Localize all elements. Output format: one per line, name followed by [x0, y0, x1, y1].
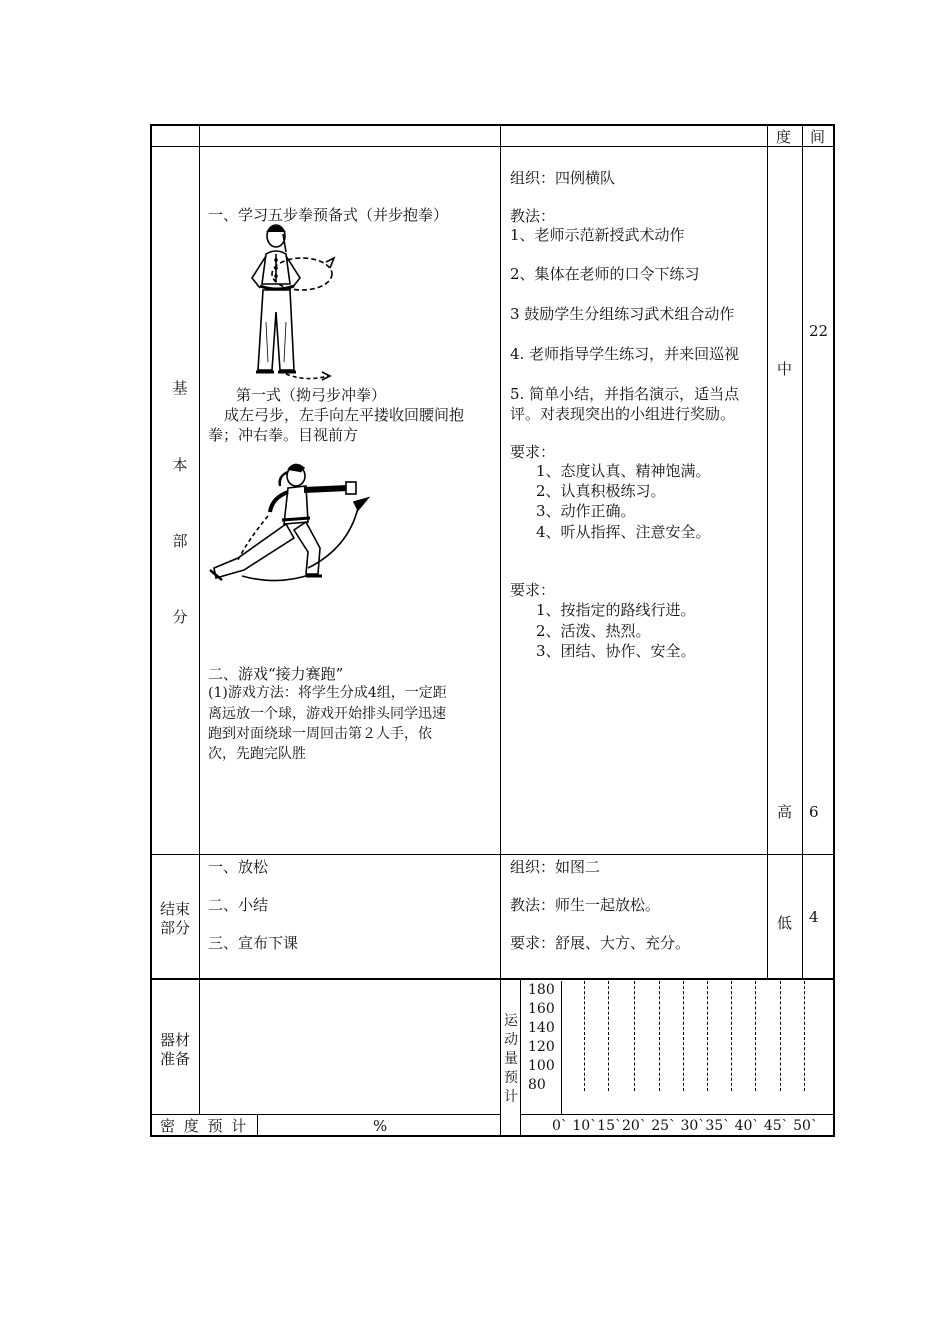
chart-grid-line: [561, 981, 562, 1114]
figure1-desc: 拳；冲右拳。目视前方: [208, 426, 359, 444]
ending-item: 三、宣布下课: [208, 934, 299, 952]
col-divider-intensity: [802, 124, 803, 979]
basic-label-char: 基: [172, 379, 188, 397]
y-tick-label: 80: [528, 1077, 546, 1093]
basic-row-divider: [150, 854, 835, 855]
requirement-item: 1、态度认真、精神饱满。: [536, 462, 711, 480]
item2-line: (1)游戏方法：将学生分成4组，一定距: [208, 685, 447, 701]
y-tick-label: 120: [528, 1039, 555, 1055]
y-tick-label: 140: [528, 1020, 555, 1036]
item2-line: 跑到对面绕球一周回击第２人手，依: [208, 726, 432, 742]
density-divider: [257, 1114, 258, 1136]
teaching-step: 4. 老师指导学生练习，并来回巡视: [510, 345, 740, 363]
y-tick-label: 100: [528, 1058, 555, 1074]
requirement-item: 2、认真积极练习。: [536, 482, 666, 500]
chart-grid-line: [659, 981, 660, 1091]
col-divider-label: [199, 124, 200, 1114]
time-value: 6: [809, 803, 819, 821]
basic-label-char: 部: [172, 532, 188, 550]
ending-label: 结束: [160, 900, 191, 918]
ending-teaching: 教法：师生一起放松。: [510, 896, 661, 914]
chart-grid-line: [683, 981, 684, 1091]
chart-label-char: 运: [504, 1013, 518, 1029]
chart-label-char: 动: [504, 1032, 518, 1048]
chart-grid-line: [755, 981, 756, 1091]
ending-label: 部分: [160, 919, 191, 937]
item2-line: 次，先跑完队胜: [208, 746, 306, 762]
ending-time: 4: [809, 908, 819, 926]
figure1-desc: 成左弓步，左手向左平搂收回腰间抱: [224, 406, 465, 424]
teaching-step: 2、集体在老师的口令下练习: [510, 265, 700, 283]
requirement-label: 要求：: [510, 443, 556, 461]
chart-label-char: 预: [504, 1070, 518, 1086]
requirement-item: 3、动作正确。: [536, 502, 636, 520]
chart-grid-line: [584, 981, 585, 1091]
intensity-value: 高: [777, 803, 793, 821]
chart-label-char: 计: [504, 1089, 518, 1105]
header-time: 间: [810, 128, 826, 146]
x-tick-labels: 0` 10`15`20` 25` 30`35` 40` 45` 50`: [552, 1118, 818, 1134]
table-border-left: [150, 124, 152, 1137]
figure1-caption: 第一式（拗弓步冲拳）: [236, 386, 387, 404]
chart-grid-line: [634, 981, 635, 1091]
requirement-item: 1、按指定的路线行进。: [536, 601, 696, 619]
density-label: 密 度 预 计: [160, 1117, 249, 1135]
teaching-step: 评。对表现突出的小组进行奖励。: [510, 405, 736, 423]
requirement-item: 4、听从指挥、注意安全。: [536, 523, 711, 541]
requirement-item: 2、活泼、热烈。: [536, 622, 651, 640]
ending-item: 一、放松: [208, 858, 269, 876]
density-row-divider: [150, 1114, 500, 1115]
table-border-top: [150, 124, 835, 126]
teaching-step: 3 鼓励学生分组练习武术组合动作: [510, 305, 735, 323]
teaching-step: 1、老师示范新授武术动作: [510, 226, 685, 244]
chart-label-char: 量: [504, 1051, 518, 1067]
teaching-step: 5. 简单小结，并指名演示，适当点: [510, 385, 740, 403]
equipment-label: 器材: [160, 1031, 191, 1049]
ending-item: 二、小结: [208, 896, 269, 914]
teaching-label: 教法：: [510, 207, 556, 225]
header-intensity: 度: [776, 128, 792, 146]
time-value: 22: [809, 322, 829, 340]
chart-grid-line: [731, 981, 732, 1091]
y-tick-label: 180: [528, 982, 555, 998]
col-divider-method: [767, 124, 768, 979]
item2-title: 二、游戏“接力赛跑”: [208, 665, 344, 683]
item2-line: 离远放一个球，游戏开始排头同学迅速: [208, 706, 446, 722]
chart-grid-line: [707, 981, 708, 1091]
ending-organization: 组织：如图二: [510, 858, 601, 876]
y-tick-label: 160: [528, 1001, 555, 1017]
ending-intensity: 低: [777, 914, 793, 932]
density-unit: %: [373, 1117, 388, 1135]
chart-grid-line: [804, 981, 805, 1091]
chart-grid-line: [608, 981, 609, 1091]
ready-stance-figure: [236, 222, 340, 386]
intensity-value: 中: [777, 360, 793, 378]
organization-text: 组织：四例横队: [510, 169, 616, 187]
table-border-right: [833, 124, 835, 1137]
requirement-item: 3、团结、协作、安全。: [536, 642, 696, 660]
header-row-divider: [150, 146, 835, 147]
bow-stance-punch-figure: [208, 458, 378, 584]
chart-axis-x: [520, 1114, 835, 1115]
ending-requirement: 要求：舒展、大方、充分。: [510, 934, 691, 952]
requirement-label: 要求：: [510, 581, 556, 599]
item1-title: 一、学习五步拳预备式（并步抱拳）: [208, 206, 449, 224]
basic-label-char: 本: [172, 456, 188, 474]
ending-row-divider: [150, 978, 835, 980]
chart-grid-line: [780, 981, 781, 1091]
basic-label-char: 分: [172, 608, 188, 626]
equipment-label: 准备: [160, 1050, 191, 1068]
col-divider-content: [500, 124, 501, 1137]
